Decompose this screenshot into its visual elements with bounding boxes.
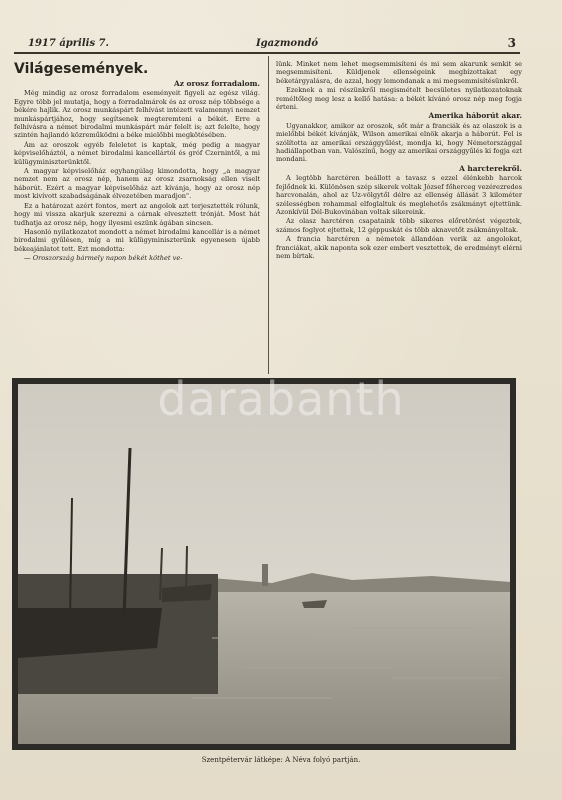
harbor-photo-illustration — [12, 378, 516, 750]
subhead-orosz-forradalom: Az orosz forradalom. — [174, 79, 260, 88]
column-right — [276, 60, 522, 376]
newspaper-name: Igazmondó — [256, 38, 319, 49]
section-title: Világesemények. — [14, 61, 149, 77]
paragraph: Az olasz harctéren csapataink több sikeres előretörést végeztek, számos foglyot ejtettek, 12 géppuskát és több aknavetőt zsákmányoltak. — [276, 217, 522, 234]
paragraph: Még mindig az orosz forradalom eseményeit figyeli az egész világ. Egyre több jel mutatja, hogy a forradalmárok és az orosz nép többsége a békére hajlik. Az orosz munkáspárt felhívást intézett valamennyi nemzet munkáspártjához, hogy segítsenek megteremteni a békét. Erre a felhívásra a német birodalmi munkáspárt már felelt is; azt felelte, hogy szintén hajlandó közreműködni a béke mielőbbi megkötésében. — [14, 89, 260, 140]
photo — [12, 378, 516, 750]
issue-date: 1917 április 7. — [28, 38, 110, 49]
paragraph: A magyar képviselőház egyhangúlag kimondotta, hogy „a magyar nemzet nem az orosz nép, hanem az orosz zsarnokság ellen viselt háborút. Ezért a magyar képviselőház azt kívánja, hogy az orosz nép most kivívott szabadságának élvezetében maradjon". — [14, 167, 260, 201]
paragraph: — Oroszország bármely napon békét köthet ve- — [24, 254, 183, 263]
header-rule — [14, 52, 520, 54]
paragraph: Ám az oroszok egyéb feleletet is kaptak, még pedig a magyar képviselőháztól, a német birodalmi kancellártól és gróf Czernintől, a mi külügyminiszterünktől. — [14, 140, 260, 166]
paragraph: A francia harctéren a németek állandóan verik az angolokat, franciákat, akik naponta sok ezer embert vesztettek, de eredményt elérni nem bírtak. — [276, 235, 522, 260]
paragraph: lünk. Minket nem lehet megsemmisíteni és mi sem akarunk senkit se megsemmisíteni. Küldjenek ellenségeink megbízottakat egy béketárgyalásra, de azzal, hogy lemondanak a mi megsemmisítésünkről. — [276, 60, 522, 85]
page-header — [28, 38, 516, 52]
photo-caption: Szentpétervár látképe: A Néva folyó partján. — [201, 756, 361, 764]
paragraph: Ezeknek a mi részünkről megismételt becsületes nyilatkozatoknak reméltőleg meg lesz a kellő hatása: a békét kívánó orosz nép meg fogja érteni. — [276, 86, 522, 112]
paragraph: Hasonló nyilatkozatot mondott a német birodalmi kancellár is a német birodalmi gyűlésen, míg a mi külügyminiszterünk egyenesen újabb békeajánlatot tett. Ezt mondotta: — [14, 227, 260, 253]
paragraph: A legtöbb harctéren beállott a tavasz s ezzel élénkebb harcok fejlődnek ki. Különösen szép sikerek voltak József főherceg vezérezredes harcvonalán, ahol az Uz-völgytől délre az ellenség állását 3 kilométer szélességben rohammal elfoglaltuk és meglehetős zsákmányt ejtettünk. Azonkívül Dél-Bukovinában voltak sikereink. — [276, 174, 522, 216]
column-divider — [268, 56, 269, 374]
subhead-amerika: Amerika háborút akar. — [428, 111, 522, 121]
column-left — [14, 60, 260, 376]
page-number: 3 — [507, 36, 516, 50]
subhead-harcterekrol: A harcterekről. — [459, 163, 522, 173]
paragraph: Ez a határozat azért fontos, mert az angolok azt terjesztették rólunk, hogy mi vissza akarjuk szerezni a cárnak elvesztett trónját. Most hát tudhatja az orosz nép, hogy ilyesmi eszünk ágában sincsen. — [14, 201, 260, 227]
watermark: darabanth — [157, 372, 405, 426]
paragraph: Ugyanakkor, amikor az oroszok, sőt már a franciák és az olaszok is a mielőbbi békét kívánják, Wilson amerikai elnök akarja a háborút. Fel is szólította az amerikai országgyűlést, mondja ki, hogy Németországgal hadiállapotban van. Valószínű, hogy az amerikai országgyűlés ki fogja ezt mondani. — [276, 121, 522, 164]
